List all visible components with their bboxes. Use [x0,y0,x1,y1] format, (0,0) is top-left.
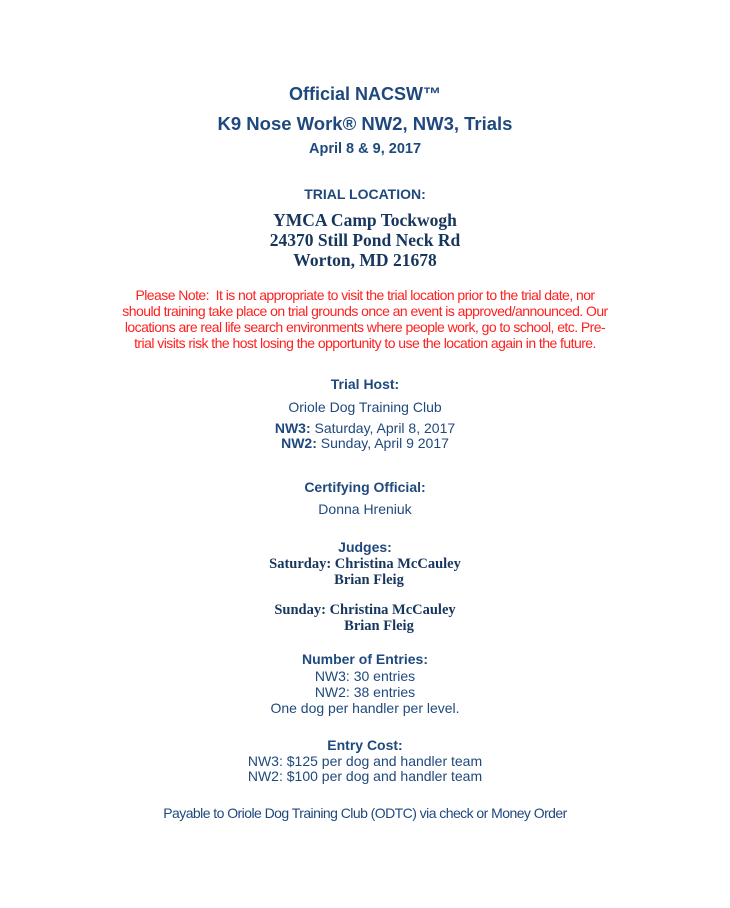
visit-notice-line: locations are real life search environments where people work, go to school, etc. Pre- [124,319,606,335]
trial-host-club: Oriole Dog Training Club [288,399,442,415]
sunday-judge-line: Sunday: Christina McCauley [274,602,456,618]
nw3-entries: NW3: 30 entries [314,668,416,684]
nw3-label: NW3: [274,420,311,436]
trial-location-address [0,210,730,270]
visit-notice-line: Please Note: It is not appropriate to visit the trial location prior to the trial date, nor [135,287,595,303]
document-subtitle: K9 Nose Work® NW2, NW3, Trials [217,113,513,134]
visit-notice [0,287,730,351]
saturday-second-judge: Brian Fleig [334,572,404,588]
address-city-state-zip: Worton, MD 21678 [293,250,437,270]
nw2-trial-date [0,436,730,451]
nw2-cost: NW2: $100 per dog and handler team [247,768,483,784]
judges-heading: Judges: [338,539,392,555]
trademark-symbol: ™ [423,84,441,104]
document-title-text: Official NACSW [288,84,423,104]
nw2-entries: NW2: 38 entries [314,684,416,700]
payment-instructions: Payable to Oriole Dog Training Club (ODTC) via check or Money Order [163,805,567,821]
entries-rule: One dog per handler per level. [270,700,460,716]
nw2-date-text: Sunday, April 9 2017 [316,435,449,451]
address-venue: YMCA Camp Tockwogh [273,210,457,230]
sunday-second-judge: Brian Fleig [344,618,414,634]
address-street: 24370 Still Pond Neck Rd [269,230,461,250]
saturday-judge-line: Saturday: Christina McCauley [269,556,461,572]
certifying-official-heading: Certifying Official: [304,479,426,495]
entries-heading: Number of Entries: [301,651,428,667]
trial-location-heading: TRIAL LOCATION: [304,186,426,202]
nw2-label: NW2: [281,435,317,451]
entry-cost-heading: Entry Cost: [327,737,403,753]
visit-notice-line: trial visits risk the host losing the opportunity to use the location again in the future. [134,335,596,351]
nw3-cost: NW3: $125 per dog and handler team [247,753,483,769]
visit-notice-line: should training take place on trial grounds once an event is approved/announced. Our [122,303,608,319]
nw3-trial-date [0,421,730,436]
trial-host-heading: Trial Host: [330,376,400,392]
event-dates: April 8 & 9, 2017 [308,141,422,157]
document-title [0,84,730,104]
nw3-date-text: Saturday, April 8, 2017 [310,420,456,436]
certifying-official-name: Donna Hreniuk [318,501,412,517]
